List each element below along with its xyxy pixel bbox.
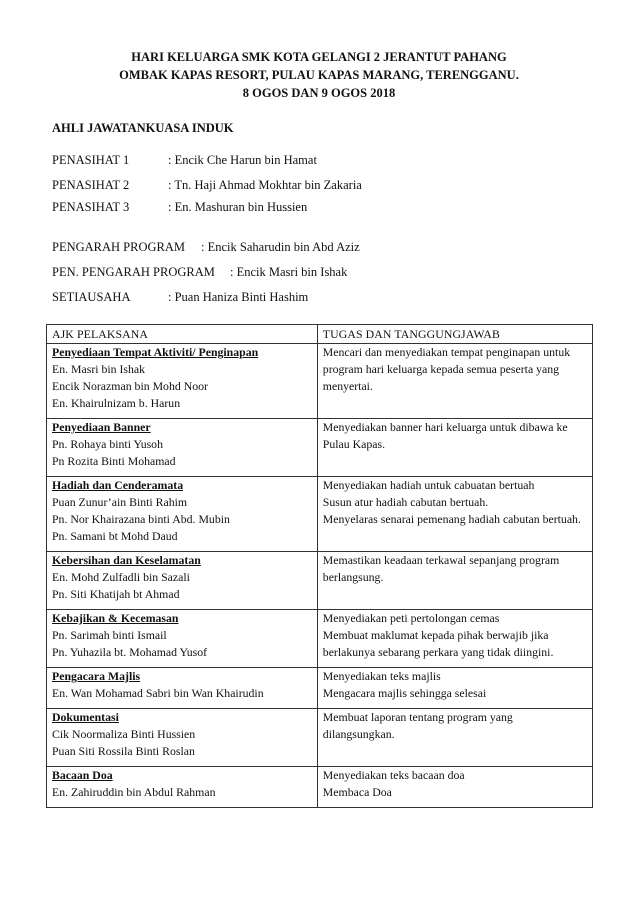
duty-text: Membaca Doa <box>322 785 392 799</box>
table-header-row <box>47 325 593 344</box>
duty-text: Membuat maklumat kepada pihak berwajib jika berlakunya sebarang perkara yang tidak diingini. <box>322 628 554 659</box>
group-title: Kebajikan & Kecemasan <box>52 611 179 625</box>
group-title: Bacaan Doa <box>52 768 113 782</box>
title-line-venue: OMBAK KAPAS RESORT, PULAU KAPAS MARANG, TERENGGANU. <box>119 68 519 82</box>
officer-name: Tn. Haji Ahmad Mokhtar bin Zakaria <box>174 178 362 192</box>
group-title: Penyediaan Tempat Aktiviti/ Penginapan <box>52 345 259 359</box>
officer-row <box>52 240 360 255</box>
officer-role: PEN. PENGARAH PROGRAM <box>52 265 215 279</box>
ajk-cell <box>47 477 318 552</box>
ajk-cell <box>47 668 318 709</box>
committee-heading: AHLI JAWATANKUASA INDUK <box>52 121 234 135</box>
table-row <box>47 552 593 610</box>
member-name: Pn. Nor Khairazana binti Abd. Mubin <box>52 512 230 526</box>
member-name: En. Mohd Zulfadli bin Sazali <box>52 570 190 584</box>
group-title: Pengacara Majlis <box>52 669 141 683</box>
group-title: Dokumentasi <box>52 710 119 724</box>
group-title: Hadiah dan Cenderamata <box>52 478 184 492</box>
duty-text: Menyediakan banner hari keluarga untuk dibawa ke Pulau Kapas. <box>322 420 568 451</box>
officer-separator: : <box>201 240 205 254</box>
header-tugas: TUGAS DAN TANGGUNGJAWAB <box>317 325 592 344</box>
member-name: Encik Norazman bin Mohd Noor <box>52 379 208 393</box>
duty-cell <box>317 668 592 709</box>
officer-role: PENASIHAT 2 <box>52 178 130 192</box>
duty-cell <box>317 767 592 808</box>
officer-row <box>52 200 307 215</box>
member-name: En. Zahiruddin bin Abdul Rahman <box>52 785 216 799</box>
member-name: En. Masri bin Ishak <box>52 362 146 376</box>
duty-text: Mencari dan menyediakan tempat penginapan untuk program hari keluarga kepada semua peserta yang menyertai. <box>322 345 571 393</box>
officer-name: Encik Masri bin Ishak <box>236 265 348 279</box>
group-title: Kebersihan dan Keselamatan <box>52 553 201 567</box>
table-row <box>47 767 593 808</box>
member-name: Cik Noormaliza Binti Hussien <box>52 727 196 741</box>
member-name: Pn. Rohaya binti Yusoh <box>52 437 163 451</box>
duty-text: Menyediakan teks majlis <box>322 669 441 683</box>
table-row <box>47 668 593 709</box>
title-line-date: 8 OGOS DAN 9 OGOS 2018 <box>242 86 396 100</box>
officer-separator: : <box>168 200 172 214</box>
officer-row <box>52 153 317 168</box>
member-name: En. Khairulnizam b. Harun <box>52 396 181 410</box>
table-row <box>47 477 593 552</box>
duty-cell <box>317 610 592 668</box>
member-name: Pn. Samani bt Mohd Daud <box>52 529 178 543</box>
member-name: En. Wan Mohamad Sabri bin Wan Khairudin <box>52 686 264 700</box>
table-row <box>47 344 593 419</box>
officer-role: PENGARAH PROGRAM <box>52 240 186 254</box>
duty-text: Menyediakan teks bacaan doa <box>322 768 465 782</box>
ajk-cell <box>47 344 318 419</box>
duty-cell <box>317 344 592 419</box>
officer-separator: : <box>168 153 172 167</box>
table-row <box>47 709 593 767</box>
officer-role: PENASIHAT 1 <box>52 153 130 167</box>
duty-text: Menyelaras senarai pemenang hadiah cabutan bertuah. <box>322 512 581 526</box>
officer-row <box>52 290 308 305</box>
ajk-cell <box>47 610 318 668</box>
officer-name: Encik Che Harun bin Hamat <box>174 153 317 167</box>
duty-text: Susun atur hadiah cabutan bertuah. <box>322 495 489 509</box>
member-name: Pn. Sarimah binti Ismail <box>52 628 167 642</box>
duty-text: Menyediakan peti pertolongan cemas <box>322 611 500 625</box>
officer-row <box>52 265 347 280</box>
officer-role: SETIAUSAHA <box>52 290 131 304</box>
duty-text: Menyediakan hadiah untuk cabuatan bertuah <box>322 478 535 492</box>
group-title: Penyediaan Banner <box>52 420 151 434</box>
officer-separator: : <box>168 290 172 304</box>
officer-name: Puan Haniza Binti Hashim <box>174 290 309 304</box>
table-row <box>47 419 593 477</box>
ajk-cell <box>47 709 318 767</box>
officer-role: PENASIHAT 3 <box>52 200 130 214</box>
member-name: Pn. Siti Khatijah bt Ahmad <box>52 587 180 601</box>
duty-cell <box>317 477 592 552</box>
officer-name: En. Mashuran bin Hussien <box>174 200 308 214</box>
title-line-event: HARI KELUARGA SMK KOTA GELANGI 2 JERANTUT PAHANG <box>131 50 507 64</box>
duty-cell <box>317 709 592 767</box>
officer-name: Encik Saharudin bin Abd Aziz <box>207 240 360 254</box>
member-name: Puan Siti Rossila Binti Roslan <box>52 744 195 758</box>
duty-text: Membuat laporan tentang program yang dilangsungkan. <box>322 710 513 741</box>
committee-table <box>46 324 593 808</box>
member-name: Puan Zunur’ain Binti Rahim <box>52 495 188 509</box>
member-name: Pn. Yuhazila bt. Mohamad Yusof <box>52 645 208 659</box>
officer-separator: : <box>230 265 234 279</box>
table-row <box>47 610 593 668</box>
officer-separator: : <box>168 178 172 192</box>
ajk-cell <box>47 419 318 477</box>
ajk-cell <box>47 767 318 808</box>
ajk-cell <box>47 552 318 610</box>
duty-text: Memastikan keadaan terkawal sepanjang program berlangsung. <box>322 553 560 584</box>
officer-row <box>52 178 362 193</box>
duty-cell <box>317 552 592 610</box>
header-ajk-pelaksana: AJK PELAKSANA <box>47 325 318 344</box>
member-name: Pn Rozita Binti Mohamad <box>52 454 176 468</box>
duty-text: Mengacara majlis sehingga selesai <box>322 686 487 700</box>
duty-cell <box>317 419 592 477</box>
document-title <box>0 48 638 102</box>
